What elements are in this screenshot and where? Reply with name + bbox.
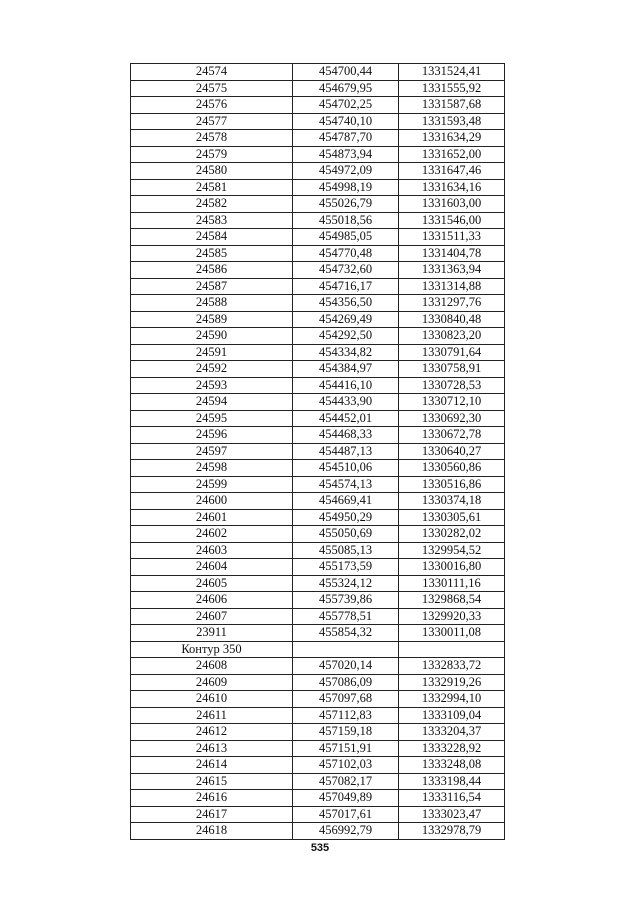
x-coordinate-cell: 457112,83 (293, 707, 399, 724)
point-number-cell: 24609 (131, 674, 293, 691)
table-row (131, 80, 505, 97)
point-number-cell: 24591 (131, 344, 293, 361)
x-coordinate-cell: 454416,10 (293, 377, 399, 394)
point-number-cell: 24606 (131, 592, 293, 609)
x-coordinate-cell: 455085,13 (293, 542, 399, 559)
coordinates-table-body (131, 64, 505, 840)
table-row (131, 823, 505, 840)
x-coordinate-cell: 454700,44 (293, 64, 399, 81)
y-coordinate-cell: 1331634,29 (399, 130, 505, 147)
table-row (131, 344, 505, 361)
y-coordinate-cell: 1332833,72 (399, 658, 505, 675)
table-row (131, 493, 505, 510)
y-coordinate-cell: 1329920,33 (399, 608, 505, 625)
y-coordinate-cell: 1330672,78 (399, 427, 505, 444)
point-number-cell: 24604 (131, 559, 293, 576)
y-coordinate-cell: 1330640,27 (399, 443, 505, 460)
x-coordinate-cell: 454452,01 (293, 410, 399, 427)
point-number-cell: 24576 (131, 97, 293, 114)
point-number-cell: 24581 (131, 179, 293, 196)
table-row (131, 707, 505, 724)
point-number-cell: 24593 (131, 377, 293, 394)
y-coordinate-cell: 1330016,80 (399, 559, 505, 576)
y-coordinate-cell: 1331603,00 (399, 196, 505, 213)
y-coordinate-cell: 1331297,76 (399, 295, 505, 312)
table-row (131, 526, 505, 543)
point-number-cell: 24586 (131, 262, 293, 279)
point-number-cell: 24587 (131, 278, 293, 295)
y-coordinate-cell: 1331647,46 (399, 163, 505, 180)
x-coordinate-cell: 454669,41 (293, 493, 399, 510)
table-row (131, 443, 505, 460)
y-coordinate-cell: 1331546,00 (399, 212, 505, 229)
y-coordinate-cell: 1330840,48 (399, 311, 505, 328)
y-coordinate-cell: 1331555,92 (399, 80, 505, 97)
x-coordinate-cell: 455778,51 (293, 608, 399, 625)
y-coordinate-cell: 1330282,02 (399, 526, 505, 543)
point-number-cell: 24578 (131, 130, 293, 147)
table-row (131, 278, 505, 295)
table-row (131, 130, 505, 147)
x-coordinate-cell: 454468,33 (293, 427, 399, 444)
table-row (131, 361, 505, 378)
table-row (131, 262, 505, 279)
table-row (131, 196, 505, 213)
table-row (131, 806, 505, 823)
point-number-cell: 23911 (131, 625, 293, 642)
x-coordinate-cell: 454574,13 (293, 476, 399, 493)
x-coordinate-cell: 457086,09 (293, 674, 399, 691)
table-row (131, 658, 505, 675)
y-coordinate-cell: 1330560,86 (399, 460, 505, 477)
point-number-cell: 24614 (131, 757, 293, 774)
y-coordinate-cell: 1330516,86 (399, 476, 505, 493)
point-number-cell: 24599 (131, 476, 293, 493)
table-row (131, 674, 505, 691)
y-coordinate-cell: 1331404,78 (399, 245, 505, 262)
table-row (131, 64, 505, 81)
table-row (131, 559, 505, 576)
point-number-cell: 24575 (131, 80, 293, 97)
x-coordinate-cell: 454679,95 (293, 80, 399, 97)
x-coordinate-cell: 457151,91 (293, 740, 399, 757)
x-coordinate-cell: 455050,69 (293, 526, 399, 543)
point-number-cell: 24617 (131, 806, 293, 823)
point-number-cell: 24579 (131, 146, 293, 163)
table-row (131, 377, 505, 394)
x-coordinate-cell: 457102,03 (293, 757, 399, 774)
point-number-cell: 24608 (131, 658, 293, 675)
table-row (131, 592, 505, 609)
table-row (131, 328, 505, 345)
point-number-cell: 24612 (131, 724, 293, 741)
x-coordinate-cell: 454770,48 (293, 245, 399, 262)
x-coordinate-cell: 454334,82 (293, 344, 399, 361)
point-number-cell: 24611 (131, 707, 293, 724)
y-coordinate-cell: 1331593,48 (399, 113, 505, 130)
point-number-cell: 24605 (131, 575, 293, 592)
x-coordinate-cell: 455854,32 (293, 625, 399, 642)
point-number-cell: 24585 (131, 245, 293, 262)
x-coordinate-cell: 457082,17 (293, 773, 399, 790)
point-number-cell: 24598 (131, 460, 293, 477)
table-row (131, 97, 505, 114)
x-coordinate-cell: 454950,29 (293, 509, 399, 526)
table-row (131, 542, 505, 559)
y-coordinate-cell: 1331524,41 (399, 64, 505, 81)
table-row (131, 427, 505, 444)
y-coordinate-cell: 1330758,91 (399, 361, 505, 378)
table-row (131, 740, 505, 757)
x-coordinate-cell: 454985,05 (293, 229, 399, 246)
coordinates-table (130, 63, 505, 840)
y-coordinate-cell: 1331587,68 (399, 97, 505, 114)
y-coordinate-cell: 1333116,54 (399, 790, 505, 807)
table-row (131, 245, 505, 262)
table-row (131, 691, 505, 708)
table-row (131, 113, 505, 130)
x-coordinate-cell: 455018,56 (293, 212, 399, 229)
y-coordinate-cell (399, 641, 505, 658)
table-row (131, 410, 505, 427)
y-coordinate-cell: 1330823,20 (399, 328, 505, 345)
x-coordinate-cell: 455324,12 (293, 575, 399, 592)
point-number-cell: 24582 (131, 196, 293, 213)
y-coordinate-cell: 1332978,79 (399, 823, 505, 840)
x-coordinate-cell: 455173,59 (293, 559, 399, 576)
table-row (131, 229, 505, 246)
point-number-cell: 24600 (131, 493, 293, 510)
x-coordinate-cell: 454740,10 (293, 113, 399, 130)
x-coordinate-cell: 454998,19 (293, 179, 399, 196)
table-row (131, 575, 505, 592)
point-number-cell: 24577 (131, 113, 293, 130)
y-coordinate-cell: 1330791,64 (399, 344, 505, 361)
point-number-cell: 24592 (131, 361, 293, 378)
y-coordinate-cell: 1333228,92 (399, 740, 505, 757)
table-row (131, 146, 505, 163)
point-number-cell: 24607 (131, 608, 293, 625)
x-coordinate-cell: 454873,94 (293, 146, 399, 163)
y-coordinate-cell: 1331363,94 (399, 262, 505, 279)
y-coordinate-cell: 1333109,04 (399, 707, 505, 724)
contour-header-row (131, 641, 505, 658)
x-coordinate-cell: 455026,79 (293, 196, 399, 213)
point-number-cell: 24618 (131, 823, 293, 840)
y-coordinate-cell: 1331634,16 (399, 179, 505, 196)
x-coordinate-cell: 454487,13 (293, 443, 399, 460)
table-row (131, 179, 505, 196)
y-coordinate-cell: 1331314,88 (399, 278, 505, 295)
x-coordinate-cell: 454732,60 (293, 262, 399, 279)
point-number-cell: 24610 (131, 691, 293, 708)
point-number-cell: 24580 (131, 163, 293, 180)
y-coordinate-cell: 1330011,08 (399, 625, 505, 642)
y-coordinate-cell: 1330111,16 (399, 575, 505, 592)
point-number-cell: Контур 350 (131, 641, 293, 658)
point-number-cell: 24616 (131, 790, 293, 807)
y-coordinate-cell: 1329868,54 (399, 592, 505, 609)
table-row (131, 625, 505, 642)
y-coordinate-cell: 1333248,08 (399, 757, 505, 774)
x-coordinate-cell: 454787,70 (293, 130, 399, 147)
table-row (131, 394, 505, 411)
point-number-cell: 24595 (131, 410, 293, 427)
table-row (131, 212, 505, 229)
point-number-cell: 24602 (131, 526, 293, 543)
x-coordinate-cell: 454433,90 (293, 394, 399, 411)
table-row (131, 509, 505, 526)
point-number-cell: 24613 (131, 740, 293, 757)
table-row (131, 476, 505, 493)
x-coordinate-cell: 454269,49 (293, 311, 399, 328)
point-number-cell: 24590 (131, 328, 293, 345)
y-coordinate-cell: 1330305,61 (399, 509, 505, 526)
point-number-cell: 24615 (131, 773, 293, 790)
x-coordinate-cell: 457020,14 (293, 658, 399, 675)
point-number-cell: 24596 (131, 427, 293, 444)
y-coordinate-cell: 1332994,10 (399, 691, 505, 708)
x-coordinate-cell: 454384,97 (293, 361, 399, 378)
point-number-cell: 24603 (131, 542, 293, 559)
table-row (131, 773, 505, 790)
table-row (131, 608, 505, 625)
x-coordinate-cell: 454356,50 (293, 295, 399, 312)
point-number-cell: 24597 (131, 443, 293, 460)
y-coordinate-cell: 1329954,52 (399, 542, 505, 559)
y-coordinate-cell: 1331511,33 (399, 229, 505, 246)
point-number-cell: 24584 (131, 229, 293, 246)
table-row (131, 460, 505, 477)
point-number-cell: 24589 (131, 311, 293, 328)
table-row (131, 311, 505, 328)
table-row (131, 724, 505, 741)
table-row (131, 757, 505, 774)
x-coordinate-cell: 454716,17 (293, 278, 399, 295)
point-number-cell: 24601 (131, 509, 293, 526)
x-coordinate-cell: 454702,25 (293, 97, 399, 114)
y-coordinate-cell: 1330374,18 (399, 493, 505, 510)
x-coordinate-cell: 457159,18 (293, 724, 399, 741)
y-coordinate-cell: 1333023,47 (399, 806, 505, 823)
y-coordinate-cell: 1333204,37 (399, 724, 505, 741)
table-row (131, 163, 505, 180)
y-coordinate-cell: 1330728,53 (399, 377, 505, 394)
x-coordinate-cell: 454510,06 (293, 460, 399, 477)
x-coordinate-cell (293, 641, 399, 658)
table-row (131, 295, 505, 312)
y-coordinate-cell: 1331652,00 (399, 146, 505, 163)
y-coordinate-cell: 1330692,30 (399, 410, 505, 427)
x-coordinate-cell: 454972,09 (293, 163, 399, 180)
y-coordinate-cell: 1332919,26 (399, 674, 505, 691)
x-coordinate-cell: 457017,61 (293, 806, 399, 823)
x-coordinate-cell: 455739,86 (293, 592, 399, 609)
point-number-cell: 24594 (131, 394, 293, 411)
y-coordinate-cell: 1330712,10 (399, 394, 505, 411)
point-number-cell: 24583 (131, 212, 293, 229)
x-coordinate-cell: 457097,68 (293, 691, 399, 708)
point-number-cell: 24588 (131, 295, 293, 312)
point-number-cell: 24574 (131, 64, 293, 81)
x-coordinate-cell: 457049,89 (293, 790, 399, 807)
x-coordinate-cell: 454292,50 (293, 328, 399, 345)
page-number: 535 (310, 842, 330, 854)
x-coordinate-cell: 456992,79 (293, 823, 399, 840)
table-row (131, 790, 505, 807)
y-coordinate-cell: 1333198,44 (399, 773, 505, 790)
